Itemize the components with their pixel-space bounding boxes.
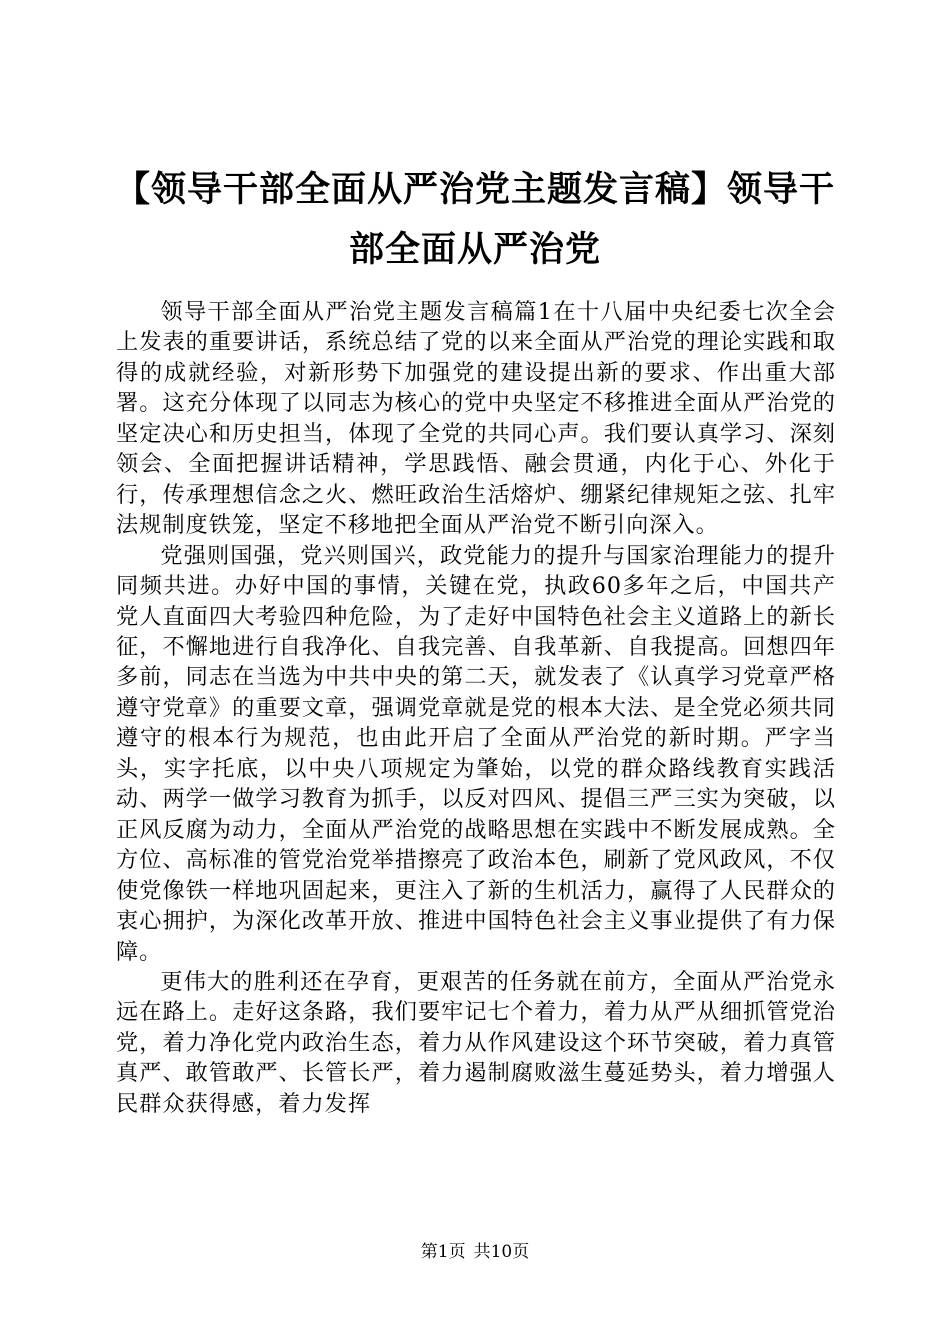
body-paragraph: 党强则国强，党兴则国兴，政党能力的提升与国家治理能力的提升同频共进。办好中国的事情，关键在党，执政60多年之后，中国共产党人直面四大考验四种危险，为了走好中国特色社会主义道路上的新长征，不懈地进行自我净化、自我完善、自我革新、自我提高。回想四年多前，同志在当选为中共中央的第二天，就发表了《认真学习党章严格遵守党章》的重要文章，强调党章就是党的根本大法、是全党必须共同遵守的根本行为规范，也由此开启了全面从严治党的新时期。严字当头，实字托底，以中央八项规定为肇始，以党的群众路线教育实践活动、两学一做学习教育为抓手，以反对四风、提倡三严三实为突破，以正风反腐为动力，全面从严治党的战略思想在实践中不断发展成熟。全方位、高标准的管党治党举措擦亮了政治本色，刷新了党风政风，不仅使党像铁一样地巩固起来，更注入了新的生机活力，赢得了人民群众的衷心拥护，为深化改革开放、推进中国特色社会主义事业提供了有力保障。 [116, 542, 836, 965]
body-paragraph: 更伟大的胜利还在孕育，更艰苦的任务就在前方，全面从严治党永远在路上。走好这条路，我们要牢记七个着力，着力从严从细抓管党治党，着力净化党内政治生态，着力从作风建设这个环节突破，着力真管真严、敢管敢严、长管长严，着力遏制腐败滋生蔓延势头，着力增强人民群众获得感，着力发挥 [116, 968, 836, 1117]
document-body [116, 297, 836, 1119]
page-total: 共10页 [473, 1242, 530, 1262]
document-title: 【领导干部全面从严治党主题发言稿】领导干部全面从严治党 [114, 169, 835, 270]
body-paragraph: 领导干部全面从严治党主题发言稿篇1在十八届中央纪委七次全会上发表的重要讲话，系统总结了党的以来全面从严治党的理论实践和取得的成就经验，对新形势下加强党的建设提出新的要求、作出重大部署。这充分体现了以同志为核心的党中央坚定不移推进全面从严治党的坚定决心和历史担当，体现了全党的共同心声。我们要认真学习、深刻领会、全面把握讲话精神，学思践悟、融会贯通，内化于心、外化于行，传承理想信念之火、燃旺政治生活熔炉、绷紧纪律规矩之弦、扎牢法规制度铁笼，坚定不移地把全面从严治党不断引向深入。 [116, 299, 836, 539]
page-footer [0, 1240, 950, 1264]
page-number: 第1页 [420, 1242, 466, 1262]
